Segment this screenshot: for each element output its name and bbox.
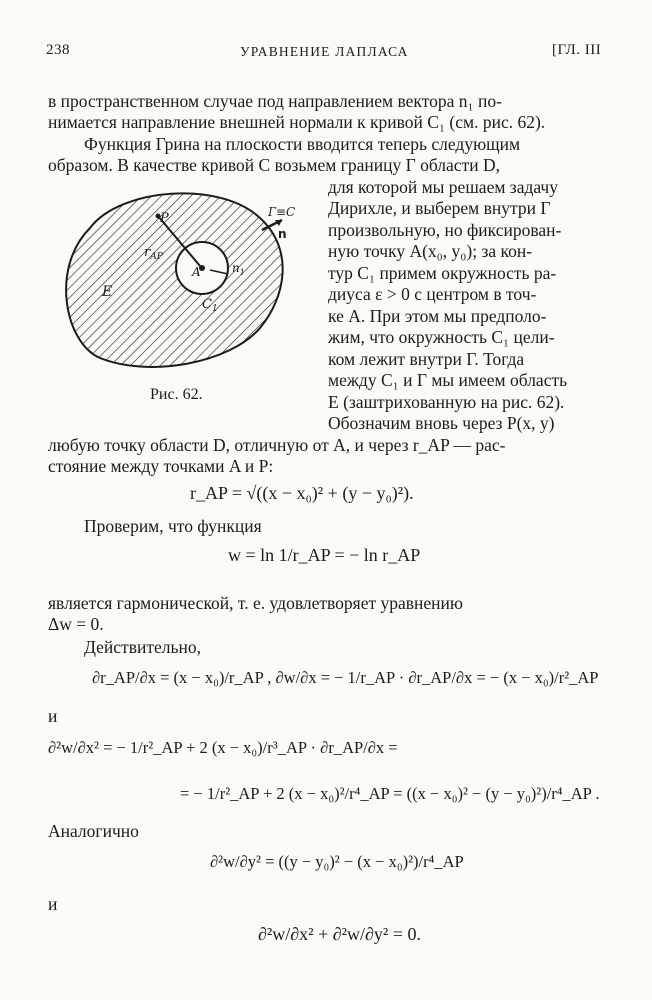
text-line: и bbox=[48, 894, 58, 914]
text-line: образом. В качестве кривой C возьмем границу Г области D, bbox=[48, 155, 500, 175]
label-n: n bbox=[278, 227, 287, 241]
text-line: Функция Грина на плоскости вводится теперь следующим bbox=[84, 134, 521, 154]
text-line: E (заштрихованную на рис. 62). bbox=[328, 392, 565, 412]
label-rap: $r_{AP}$ bbox=[144, 245, 163, 262]
text-line: Обозначим вновь через P(x, y) bbox=[328, 413, 555, 433]
text-line: ную точку A(x₀, y₀); за кон- bbox=[328, 241, 533, 261]
label-n1: $n_1$ bbox=[232, 261, 245, 277]
text-line: Аналогично bbox=[48, 821, 139, 841]
text-line: и bbox=[48, 706, 58, 726]
text-line: нимается направление внешней нормали к кривой C₁ (см. рис. 62). bbox=[48, 112, 546, 132]
label-e: E bbox=[102, 284, 113, 300]
formula-second-x: ∂²w/∂x² = − 1/r²_AP + 2 (x − x₀)/r³_AP · ∂r_AP/∂x = bbox=[48, 738, 398, 757]
figure-caption: Рис. 62. bbox=[150, 386, 203, 403]
chapter-label: [ГЛ. III bbox=[552, 42, 602, 58]
text-line: ком лежит внутри Г. Тогда bbox=[328, 349, 525, 369]
region-boundary bbox=[66, 193, 283, 367]
text-line: стояние между точками A и P: bbox=[48, 456, 274, 476]
text-line: Дирихле, и выберем внутри Г bbox=[328, 198, 551, 218]
text-line: является гармонической, т. е. удовлетворяет уравнению bbox=[48, 593, 463, 613]
formula-laplace: ∂²w/∂x² + ∂²w/∂y² = 0. bbox=[258, 924, 421, 944]
label-c1: $C_1$ bbox=[202, 297, 218, 314]
text-line: жим, что окружность C₁ цели- bbox=[328, 327, 555, 347]
formula-second-x-result: = − 1/r²_AP + 2 (x − x₀)²/r⁴_AP = ((x − x₀)² − (y − y₀)²)/r⁴_AP . bbox=[180, 784, 600, 803]
formula-w: w = ln 1/r_AP = − ln r_AP bbox=[228, 545, 421, 565]
text-line: ке A. При этом мы предполо- bbox=[328, 306, 547, 326]
text-line: любую точку области D, отличную от A, и через r_AP — рас- bbox=[48, 435, 506, 455]
label-a: A bbox=[192, 265, 201, 279]
text-line: для которой мы решаем задачу bbox=[328, 177, 558, 197]
label-p: P bbox=[160, 211, 169, 226]
text-line: Δw = 0. bbox=[48, 614, 104, 634]
formula-rap: r_AP = √((x − x₀)² + (y − y₀)²). bbox=[190, 483, 414, 503]
formula-second-y: ∂²w/∂y² = ((y − y₀)² − (x − x₀)²)/r⁴_AP bbox=[210, 852, 464, 871]
label-gamma: Г≡C bbox=[268, 205, 296, 219]
text-line: в пространственном случае под направлением вектора n₁ по- bbox=[48, 91, 502, 111]
text-line: диуса ε > 0 с центром в точ- bbox=[328, 284, 537, 304]
text-line: Проверим, что функция bbox=[84, 516, 262, 536]
formula-derivatives: ∂r_AP/∂x = (x − x₀)/r_AP , ∂w/∂x = − 1/r_AP · ∂r_AP/∂x = − (x − x₀)/r²_AP bbox=[92, 668, 599, 687]
running-title: УРАВНЕНИЕ ЛАПЛАСА bbox=[240, 44, 409, 59]
figure-62 bbox=[60, 188, 320, 378]
text-line: тур C₁ примем окружность ра- bbox=[328, 263, 557, 283]
text-line: Действительно, bbox=[84, 637, 201, 657]
text-line: между C₁ и Г мы имеем область bbox=[328, 370, 568, 390]
page-number: 238 bbox=[46, 42, 70, 58]
text-line: произвольную, но фиксирован- bbox=[328, 220, 562, 240]
